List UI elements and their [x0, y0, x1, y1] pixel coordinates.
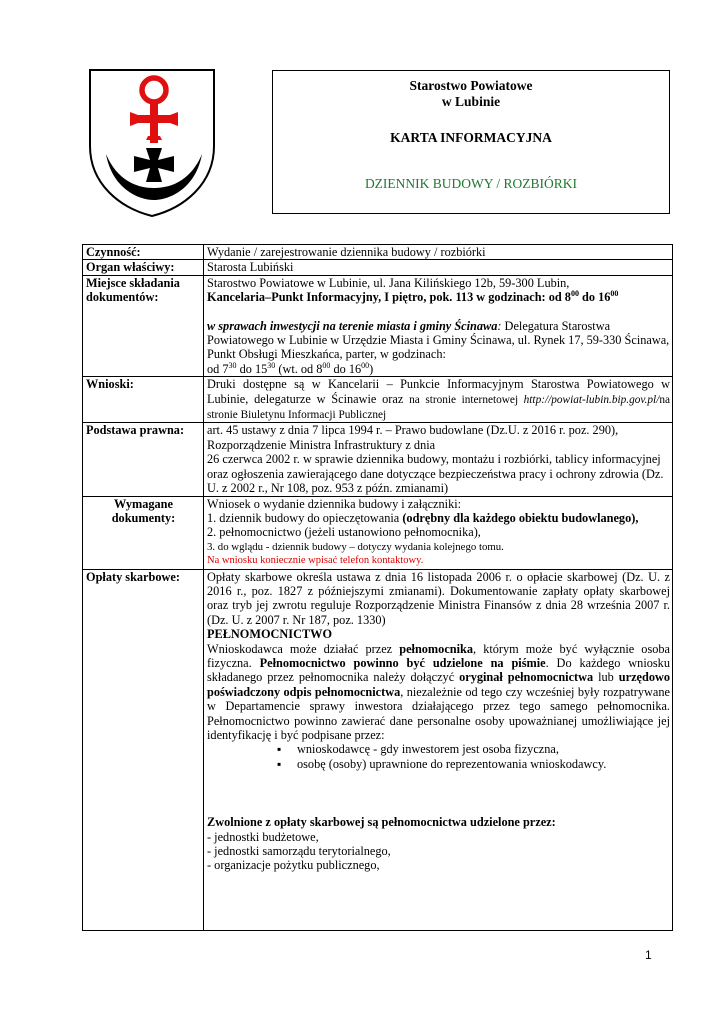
- info-table: [82, 244, 673, 931]
- row-organ: [83, 260, 673, 275]
- document-title: KARTA INFORMACYJNA: [390, 130, 552, 145]
- pelnomocnictwo-heading: PEŁNOMOCNICTWO: [207, 627, 333, 642]
- value-oplaty: Opłaty skarbowe określa ustawa z dnia 16 listopada 2006 r. o opłacie skarbowej (Dz. U. z 2016 r., poz. 1827 z późniejszymi zmianami). Dokumentowanie zapłaty opłaty skarbowej oraz tryb jej zwrotu reguluje Rozporządzenie Ministra Finansów z dnia 28 września 2007 r. (Dz. U. z 2007 r. Nr 187, poz. 1330) PEŁNOMOCNICTWO Wnioskodawca może działać przez pełnomocnika, którym może być wyłącznie osoba fizyczna. Pełnomocnictwo powinno być udzielone na piśmie. Do każdego wniosku składanego przez pełnomocnika należy dołączyć oryginał pełnomocnictwa lub urzędowo poświadczony odpis pełnomocnictwa, niezależnie od tego czy wcześniej były rozpatrywane w Departamencie sprawy inwestora działającego przez tego samego pełnomocnika. Pełnomocnictwo powinno zawierać dane personalne osoby upoważnianej umożliwiające jej identyfikację i być podpisane przez: ▪ wnioskodawcę - gdy inwestorem jest osoba fizyczna, ▪ osobę (osoby) uprawnione do reprezentowania wnioskodawcy. Zwolnione z opłaty skarbowej są pełnomocnictwa udzielone przez: - jednostki budżetowe, - jednostki samorządu terytorialnego, - organizacje pożytku publicznego,: [204, 569, 673, 930]
- row-podstawa: [83, 423, 673, 496]
- office-name: Starostwo Powiatowe: [409, 78, 533, 93]
- label-miejsce-line2: dokumentów:: [86, 290, 159, 305]
- value-wnioski: Druki dostępne są w Kancelarii – Punkcie Informacyjnym Starostwa Powiatowego w Lubinie, delegaturze w Ścinawie oraz na stronie internetowej http://powiat-lubin.bip.gov.pl/na stronie Biuletynu Informacji Publicznej: [204, 377, 673, 423]
- phone-note: Na wniosku koniecznie wpisać telefon kontaktowy.: [207, 555, 424, 567]
- value-organ: Starosta Lubiński: [204, 260, 673, 275]
- coat-of-arms-icon: [88, 68, 216, 218]
- signatory-list: [207, 742, 670, 771]
- office-city: w Lubinie: [441, 94, 501, 109]
- list-item: ▪ wnioskodawcę - gdy inwestorem jest osoba fizyczna,: [277, 742, 670, 756]
- miejsce-kancelaria: Kancelaria–Punkt Informacyjny, I piętro, pok. 113 w godzinach: od $8^{00}$ do $16^{00}$: [207, 289, 619, 305]
- label-czynnosc: Czynność:: [83, 245, 204, 260]
- miejsce-scinawa: w sprawach inwestycji na terenie miasta i gminy Ścinawa: Delegatura Starostwa Powiatowego w Lubinie w Urzędzie Miasta i Gminy Ścinawa, ul. Rynek 17, 59-330 Ścinawa, Punkt Obsługi Mieszkańca, parter, w godzinach:: [207, 318, 670, 362]
- page-number: 1: [645, 948, 652, 962]
- header-box: [272, 70, 670, 214]
- value-czynnosc: Wydanie / zarejestrowanie dziennika budowy / rozbiórki: [204, 245, 673, 260]
- list-item: ▪ osobę (osoby) uprawnione do reprezentowania wnioskodawcy.: [277, 757, 670, 771]
- document-subtitle: DZIENNIK BUDOWY / ROZBIÓRKI: [364, 176, 578, 191]
- value-podstawa: art. 45 ustawy z dnia 7 lipca 1994 r. – Prawo budowlane (Dz.U. z 2016 r. poz. 290), Rozporządzenie Ministra Infrastruktury z dnia 26 czerwca 2002 r. w sprawie dziennika budowy, montażu i rozbiórki, tablicy informacyjnej oraz ogłoszenia zawierającego dane dotyczące bezpieczeństwa pracy i ochrony zdrowia (Dz. U. z 2002 r., Nr 108, poz. 953 z późn. zmianami): [204, 423, 673, 496]
- row-miejsce: [83, 275, 673, 376]
- label-podstawa: Podstawa prawna:: [83, 423, 204, 496]
- miejsce-address: Starostwo Powiatowe w Lubinie, ul. Jana Kilińskiego 12b, 59-300 Lubin,: [207, 275, 570, 290]
- exemption-heading: Zwolnione z opłaty skarbowej są pełnomocnictwa udzielone przez:: [207, 815, 556, 830]
- label-wnioski: Wnioski:: [83, 377, 204, 423]
- miejsce-hours: od $7^{30}$ do $15^{30}$ (wt. od $8^{00}$ do $16^{00}$): [207, 360, 374, 376]
- label-wymagane: Wymagane dokumenty:: [83, 496, 204, 569]
- label-organ: Organ właściwy:: [83, 260, 204, 275]
- row-wnioski: [83, 377, 673, 423]
- label-miejsce: [83, 275, 204, 376]
- bip-link[interactable]: http://powiat-lubin.bip.gov.pl/: [523, 393, 660, 406]
- label-oplaty: Opłaty skarbowe:: [83, 569, 204, 930]
- value-miejsce: [204, 275, 673, 376]
- row-czynnosc: [83, 245, 673, 260]
- row-oplaty: [83, 569, 673, 930]
- row-wymagane: [83, 496, 673, 569]
- label-miejsce-line1: Miejsce składania: [86, 275, 180, 290]
- value-wymagane: Wniosek o wydanie dziennika budowy i załączniki: 1. dziennik budowy do opieczętowania (odrębny dla każdego obiektu budowlanego), 2. pełnomocnictwo (jeżeli ustanowiono pełnomocnika), 3. do wglądu - dziennik budowy – dotyczy wydania kolejnego tomu. Na wniosku koniecznie wpisać telefon kontaktowy.: [204, 496, 673, 569]
